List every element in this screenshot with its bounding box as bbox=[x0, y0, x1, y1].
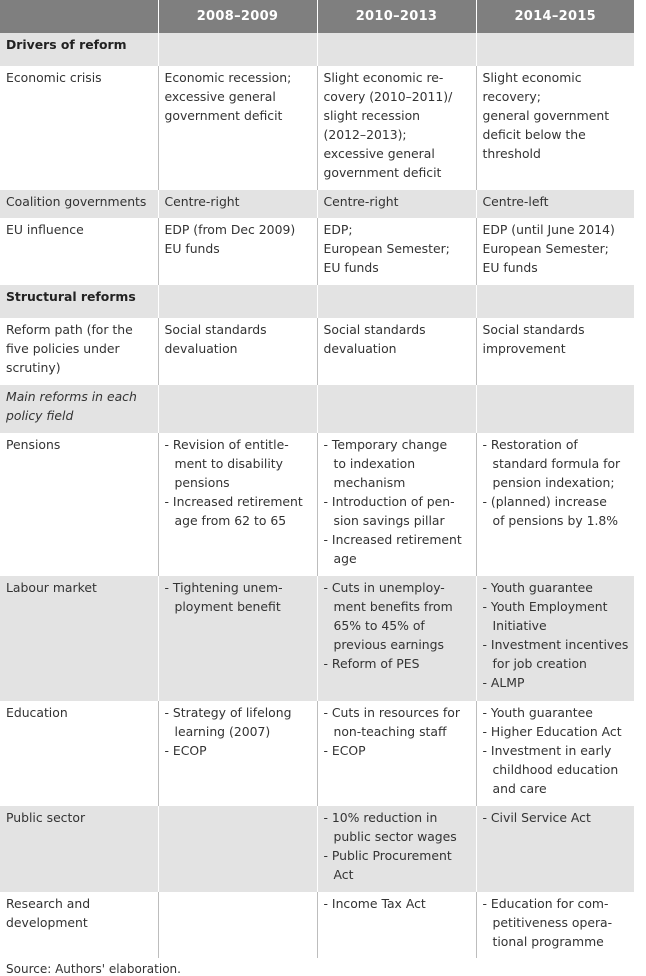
cell-line: EU funds bbox=[482, 260, 538, 275]
bullet-continuation: pensions bbox=[174, 475, 230, 490]
bullet-continuation: of pensions by 1.8% bbox=[492, 513, 619, 528]
labour-2008 bbox=[158, 576, 317, 701]
bullet-continuation: sion savings pillar bbox=[333, 513, 445, 528]
cell-line: development bbox=[6, 915, 88, 930]
cell-line: five policies under bbox=[6, 341, 120, 356]
cell-line: EDP; bbox=[323, 222, 353, 237]
cell-line: threshold bbox=[482, 146, 541, 161]
cell-line: recovery; bbox=[482, 89, 541, 104]
cell-line: Economic recession; bbox=[164, 70, 292, 85]
cell-line: (2012–2013); bbox=[323, 127, 407, 142]
research-2014 bbox=[476, 892, 634, 958]
bullet-item: - Strategy of lifelong bbox=[164, 705, 292, 720]
labour-market-row bbox=[0, 576, 634, 701]
education-row bbox=[0, 701, 634, 806]
reform-path-label bbox=[0, 318, 158, 385]
economic-crisis-row bbox=[0, 66, 634, 190]
education-label: Education bbox=[0, 701, 158, 806]
cell-line: covery (2010–2011)/ bbox=[323, 89, 453, 104]
header-empty bbox=[0, 0, 158, 33]
economic-crisis-2010 bbox=[317, 66, 476, 190]
bullet-continuation: petitiveness opera- bbox=[492, 915, 613, 930]
eu-influence-label: EU influence bbox=[0, 218, 158, 285]
bullet-item: - (planned) increase bbox=[482, 494, 607, 509]
cell-line: Slight economic re- bbox=[323, 70, 444, 85]
header-2014-2015: 2014–2015 bbox=[476, 0, 634, 33]
bullet-continuation: age from 62 to 65 bbox=[174, 513, 287, 528]
research-label bbox=[0, 892, 158, 958]
bullet-continuation: Act bbox=[333, 867, 354, 882]
cell-line: devaluation bbox=[164, 341, 238, 356]
cell-line: Reform path (for the bbox=[6, 322, 133, 337]
cell-line: Research and bbox=[6, 896, 91, 911]
bullet-item: - Tightening unem- bbox=[164, 580, 283, 595]
education-2010 bbox=[317, 701, 476, 806]
research-2008 bbox=[158, 892, 317, 958]
bullet-item: - Youth guarantee bbox=[482, 580, 593, 595]
bullet-item: - Introduction of pen- bbox=[323, 494, 455, 509]
bullet-continuation: for job creation bbox=[492, 656, 587, 671]
labour-label: Labour market bbox=[0, 576, 158, 701]
cell-line: Social standards bbox=[482, 322, 585, 337]
main-reforms-title bbox=[0, 385, 158, 433]
bullet-continuation: standard formula for bbox=[492, 456, 621, 471]
bullet-continuation: learning (2007) bbox=[174, 724, 271, 739]
bullet-continuation: previous earnings bbox=[333, 637, 444, 652]
cell-line: general government bbox=[482, 108, 610, 123]
bullet-continuation: and care bbox=[492, 781, 547, 796]
header-row bbox=[0, 0, 634, 33]
cell-line: EDP (from Dec 2009) bbox=[164, 222, 296, 237]
coalition-2008: Centre-right bbox=[158, 190, 317, 218]
cell-line: government deficit bbox=[164, 108, 283, 123]
bullet-continuation: tional programme bbox=[492, 934, 604, 949]
economic-crisis-2008 bbox=[158, 66, 317, 190]
bullet-item: - ECOP bbox=[323, 743, 366, 758]
structural-title: Structural reforms bbox=[0, 285, 158, 318]
coalition-2010: Centre-right bbox=[317, 190, 476, 218]
pensions-2010 bbox=[317, 433, 476, 576]
cell-line: deficit below the bbox=[482, 127, 586, 142]
labour-2010 bbox=[317, 576, 476, 701]
pensions-2014 bbox=[476, 433, 634, 576]
bullet-continuation: to indexation bbox=[333, 456, 416, 471]
bullet-item: - ALMP bbox=[482, 675, 525, 690]
reform-path-row bbox=[0, 318, 634, 385]
cell-line: scrutiny) bbox=[6, 360, 61, 375]
cell-line: Social standards bbox=[323, 322, 426, 337]
bullet-item: - Increased retirement bbox=[164, 494, 303, 509]
eu-influence-row bbox=[0, 218, 634, 285]
structural-section-row bbox=[0, 285, 634, 318]
bullet-item: - 10% reduction in bbox=[323, 810, 438, 825]
cell-line: Social standards bbox=[164, 322, 267, 337]
research-2010 bbox=[317, 892, 476, 958]
coalition-2014: Centre-left bbox=[476, 190, 634, 218]
bullet-item: - Reform of PES bbox=[323, 656, 420, 671]
education-2014 bbox=[476, 701, 634, 806]
cell-line: policy field bbox=[6, 408, 74, 423]
bullet-continuation: mechanism bbox=[333, 475, 406, 490]
cell-line: devaluation bbox=[323, 341, 397, 356]
bullet-continuation: public sector wages bbox=[333, 829, 457, 844]
bullet-continuation: ment benefits from bbox=[333, 599, 453, 614]
cell-line: EDP (until June 2014) bbox=[482, 222, 615, 237]
reform-path-2008 bbox=[158, 318, 317, 385]
cell-line: European Semester; bbox=[482, 241, 609, 256]
bullet-item: - Income Tax Act bbox=[323, 896, 426, 911]
cell-line: slight recession bbox=[323, 108, 421, 123]
drivers-section-row bbox=[0, 33, 634, 66]
bullet-item: - Temporary change bbox=[323, 437, 448, 452]
main-reforms-row bbox=[0, 385, 634, 433]
bullet-item: - Youth guarantee bbox=[482, 705, 593, 720]
bullet-item: - Investment incentives bbox=[482, 637, 629, 652]
cell-line: European Semester; bbox=[323, 241, 450, 256]
cell-line: excessive general bbox=[323, 146, 435, 161]
cell-line: excessive general bbox=[164, 89, 276, 104]
bullet-continuation: age bbox=[333, 551, 357, 566]
pensions-label: Pensions bbox=[0, 433, 158, 576]
cell-line: EU funds bbox=[164, 241, 220, 256]
bullet-item: - Higher Education Act bbox=[482, 724, 622, 739]
education-2008 bbox=[158, 701, 317, 806]
cell-line: EU funds bbox=[323, 260, 379, 275]
bullet-continuation: 65% to 45% of bbox=[333, 618, 425, 633]
eu-influence-2014 bbox=[476, 218, 634, 285]
public-sector-2014 bbox=[476, 806, 634, 892]
bullet-continuation: Initiative bbox=[492, 618, 547, 633]
header-2010-2013: 2010–2013 bbox=[317, 0, 476, 33]
public-sector-2008 bbox=[158, 806, 317, 892]
reform-path-2010 bbox=[317, 318, 476, 385]
public-sector-label: Public sector bbox=[0, 806, 158, 892]
bullet-item: - ECOP bbox=[164, 743, 207, 758]
bullet-item: - Education for com- bbox=[482, 896, 609, 911]
bullet-continuation: ment to disability bbox=[174, 456, 283, 471]
pensions-2008 bbox=[158, 433, 317, 576]
bullet-item: - Civil Service Act bbox=[482, 810, 591, 825]
eu-influence-2010 bbox=[317, 218, 476, 285]
bullet-item: - Restoration of bbox=[482, 437, 578, 452]
bullet-item: - Increased retirement bbox=[323, 532, 462, 547]
bullet-continuation: pension indexation; bbox=[492, 475, 615, 490]
coalition-row bbox=[0, 190, 634, 218]
public-sector-row bbox=[0, 806, 634, 892]
reform-path-2014 bbox=[476, 318, 634, 385]
bullet-continuation: childhood education bbox=[492, 762, 619, 777]
economic-crisis-2014 bbox=[476, 66, 634, 190]
bullet-item: - Public Procurement bbox=[323, 848, 452, 863]
drivers-title: Drivers of reform bbox=[0, 33, 158, 66]
bullet-continuation: non-teaching staff bbox=[333, 724, 447, 739]
source-note: Source: Authors' elaboration. bbox=[6, 962, 181, 976]
cell-line: Main reforms in each bbox=[6, 389, 137, 404]
header-2008-2009: 2008–2009 bbox=[158, 0, 317, 33]
cell-line: improvement bbox=[482, 341, 566, 356]
labour-2014 bbox=[476, 576, 634, 701]
bullet-item: - Cuts in resources for bbox=[323, 705, 460, 720]
bullet-item: - Investment in early bbox=[482, 743, 612, 758]
pensions-row bbox=[0, 433, 634, 576]
eu-influence-2008 bbox=[158, 218, 317, 285]
bullet-item: - Youth Employment bbox=[482, 599, 608, 614]
economic-crisis-label: Economic crisis bbox=[0, 66, 158, 190]
public-sector-2010 bbox=[317, 806, 476, 892]
coalition-label: Coalition governments bbox=[0, 190, 158, 218]
bullet-continuation: ployment benefit bbox=[174, 599, 281, 614]
cell-line: government deficit bbox=[323, 165, 442, 180]
research-row bbox=[0, 892, 634, 958]
bullet-item: - Revision of entitle- bbox=[164, 437, 289, 452]
cell-line: Slight economic bbox=[482, 70, 582, 85]
bullet-item: - Cuts in unemploy- bbox=[323, 580, 445, 595]
